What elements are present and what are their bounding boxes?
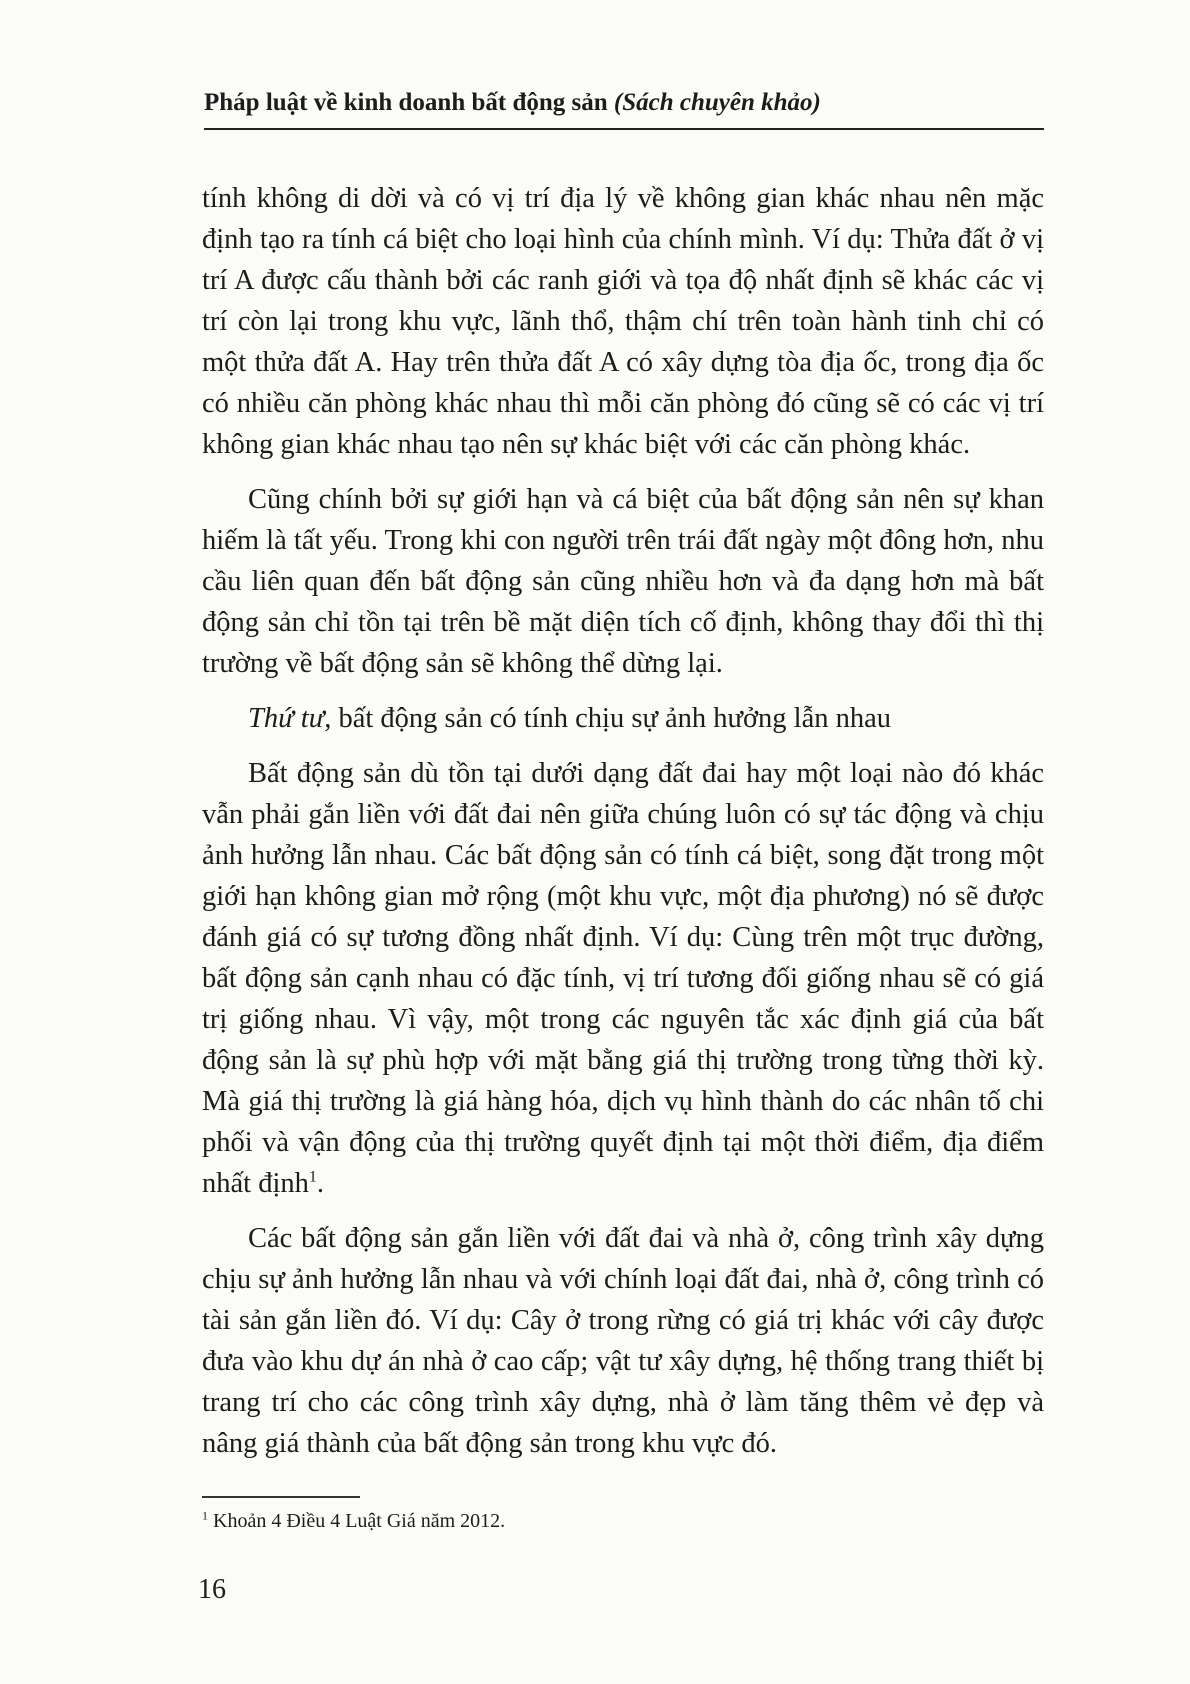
running-header [204,86,1044,120]
paragraph-3 [202,753,1044,1204]
paragraph-3-end: . [316,1168,324,1199]
header-title: Pháp luật về kinh doanh bất động sản [204,89,608,116]
header-subtitle: (Sách chuyên khảo) [613,89,821,116]
paragraph-4: Các bất động sản gắn liền với đất đai và nhà ở, công trình xây dựng chịu sự ảnh hưởng lẫn nhau và với chính loại đất đai, nhà ở, công trình có tài sản gắn liền đó. Ví dụ: Cây ở trong rừng có giá trị khác với cây được đưa vào khu dự án nhà ở cao cấp; vật tư xây dựng, hệ thống trang thiết bị trang trí cho các công trình xây dựng, nhà ở làm tăng thêm vẻ đẹp và nâng giá thành của bất động sản trong khu vực đó. [202,1223,1044,1459]
section-heading [202,698,1044,739]
footnote-rule [202,1496,360,1498]
header-rule [204,128,1044,130]
section-heading-text: bất động sản có tính chịu sự ảnh hưởng lẫn nhau [331,703,892,734]
footnote-text: Khoản 4 Điều 4 Luật Giá năm 2012. [208,1510,506,1532]
paragraph-1: tính không di dời và có vị trí địa lý về không gian khác nhau nên mặc định tạo ra tính cá biệt cho loại hình của chính mình. Ví dụ: Thửa đất ở vị trí A được cấu thành bởi các ranh giới và tọa độ nhất định sẽ khác các vị trí còn lại trong khu vực, lãnh thổ, thậm chí trên toàn hành tinh chỉ có một thửa đất A. Hay trên thửa đất A có xây dựng tòa địa ốc, trong địa ốc có nhiều căn phòng khác nhau thì mỗi căn phòng đó cũng sẽ có các vị trí không gian khác nhau tạo nên sự khác biệt với các căn phòng khác. [202,183,1044,460]
paragraph-3-text: Bất động sản dù tồn tại dưới dạng đất đai hay một loại nào đó khác vẫn phải gắn liền với đất đai nên giữa chúng luôn có sự tác động và chịu ảnh hưởng lẫn nhau. Các bất động sản có tính cá biệt, song đặt trong một giới hạn không gian mở rộng (một khu vực, một địa phương) nó sẽ được đánh giá có sự tương đồng nhất định. Ví dụ: Cùng trên một trục đường, bất động sản cạnh nhau có đặc tính, vị trí tương đối giống nhau sẽ có giá trị giống nhau. Vì vậy, một trong các nguyên tắc xác định giá của bất động sản là sự phù hợp với mặt bằng giá thị trường trong từng thời kỳ. Mà giá thị trường là giá hàng hóa, dịch vụ hình thành do các nhân tố chi phối và vận động của thị trường quyết định tại một thời điểm, địa điểm nhất định [202,758,1044,1199]
section-heading-ordinal: Thứ tư, [248,703,332,734]
footnote-reference[interactable]: 1 [308,1168,317,1186]
footnote [202,1508,505,1534]
footnote-marker: 1 [202,1508,208,1523]
body-text [202,178,1044,1478]
page-number: 16 [198,1574,226,1605]
paragraph-2: Cũng chính bởi sự giới hạn và cá biệt của bất động sản nên sự khan hiếm là tất yếu. Trong khi con người trên trái đất ngày một đông hơn, nhu cầu liên quan đến bất động sản cũng nhiều hơn và đa dạng hơn mà bất động sản chỉ tồn tại trên bề mặt diện tích cố định, không thay đổi thì thị trường về bất động sản sẽ không thể dừng lại. [202,484,1044,679]
